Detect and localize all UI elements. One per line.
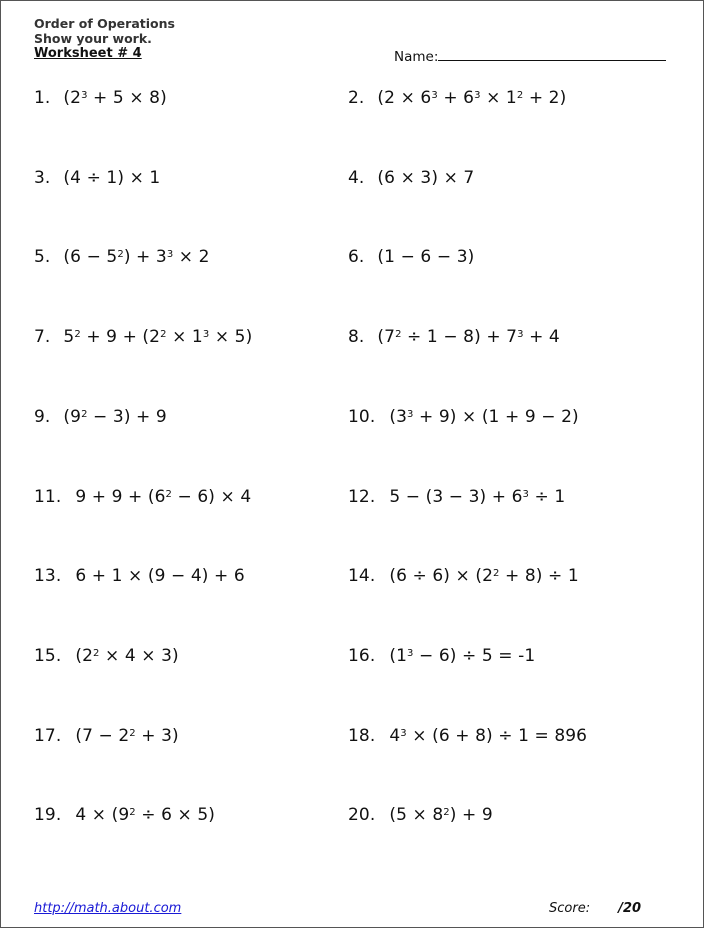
problem-4 bbox=[348, 168, 474, 188]
problem-expression: $9 + 9 + (6^2 - 6) \times 4$ bbox=[75, 487, 252, 507]
problem-number: 15. bbox=[34, 646, 62, 666]
problem-number: 16. bbox=[348, 646, 376, 666]
worksheet-title: Order of Operations bbox=[34, 16, 175, 31]
problem-expression: $(9^2 - 3) + 9$ bbox=[63, 407, 167, 427]
problem-number: 10. bbox=[348, 407, 376, 427]
problem-13 bbox=[34, 566, 245, 586]
problem-17 bbox=[34, 726, 179, 746]
problem-12 bbox=[348, 487, 565, 507]
problem-expression: $(2 \times 6^3 + 6^3 \times 1^2 + 2)$ bbox=[377, 88, 567, 108]
problem-19 bbox=[34, 805, 215, 825]
problem-8 bbox=[348, 327, 560, 347]
problem-expression: $4^3 \times (6 + 8) \div 1 = 896$ bbox=[389, 726, 588, 746]
problem-number: 19. bbox=[34, 805, 62, 825]
problem-2 bbox=[348, 88, 566, 108]
problem-20 bbox=[348, 805, 493, 825]
problem-15 bbox=[34, 646, 179, 666]
problem-6 bbox=[348, 247, 474, 267]
problem-number: 6. bbox=[348, 247, 365, 267]
problem-expression: $4 \times (9^2 \div 6 \times 5)$ bbox=[75, 805, 216, 825]
problem-10 bbox=[348, 407, 579, 427]
problem-expression: $(6 \div 6) \times (2^2 + 8) \div 1$ bbox=[389, 566, 579, 586]
problem-expression: $5^2 + 9 + (2^2 \times 1^3 \times 5)$ bbox=[63, 327, 253, 347]
problem-expression: $(2^3 + 5 \times 8)$ bbox=[63, 88, 167, 108]
problem-11 bbox=[34, 487, 251, 507]
problem-number: 1. bbox=[34, 88, 51, 108]
problem-expression: $(7 - 2^2 + 3)$ bbox=[75, 726, 179, 746]
score-total: /20 bbox=[618, 901, 642, 916]
problem-number: 17. bbox=[34, 726, 62, 746]
problem-number: 2. bbox=[348, 88, 365, 108]
problem-expression: $(6 - 5^2) + 3^3 \times 2$ bbox=[63, 247, 210, 267]
problem-expression: $(5 \times 8^2) + 9$ bbox=[389, 805, 493, 825]
name-field[interactable] bbox=[394, 47, 666, 65]
score-label: Score: bbox=[549, 901, 591, 916]
problem-number: 18. bbox=[348, 726, 376, 746]
problem-7 bbox=[34, 327, 252, 347]
worksheet-number: Worksheet # 4 bbox=[34, 46, 142, 61]
problem-number: 7. bbox=[34, 327, 51, 347]
problem-number: 9. bbox=[34, 407, 51, 427]
problem-number: 11. bbox=[34, 487, 62, 507]
score-area bbox=[549, 901, 641, 916]
problem-number: 3. bbox=[34, 168, 51, 188]
problem-number: 14. bbox=[348, 566, 376, 586]
problem-expression: $(2^2 \times 4 \times 3)$ bbox=[75, 646, 179, 666]
problem-16 bbox=[348, 646, 535, 666]
problem-number: 13. bbox=[34, 566, 62, 586]
problem-expression: (6 × 3) × 7 bbox=[377, 168, 475, 188]
problem-expression: 6 + 1 × (9 − 4) + 6 bbox=[75, 566, 245, 586]
problem-expression: (1 − 6 − 3) bbox=[377, 247, 475, 267]
problem-expression: (4 ÷ 1) × 1 bbox=[63, 168, 161, 188]
problem-1 bbox=[34, 88, 167, 108]
problem-number: 8. bbox=[348, 327, 365, 347]
problem-expression: $(7^2 \div 1 - 8) + 7^3 + 4$ bbox=[377, 327, 560, 347]
worksheet-instruction: Show your work. bbox=[34, 31, 152, 46]
problem-18 bbox=[348, 726, 587, 746]
name-label: Name: bbox=[394, 49, 439, 65]
problem-9 bbox=[34, 407, 167, 427]
name-blank-line[interactable] bbox=[438, 47, 666, 61]
problem-3 bbox=[34, 168, 160, 188]
worksheet-header bbox=[34, 16, 175, 61]
problem-5 bbox=[34, 247, 210, 267]
problem-number: 20. bbox=[348, 805, 376, 825]
problem-number: 4. bbox=[348, 168, 365, 188]
source-link[interactable]: http://math.about.com bbox=[34, 901, 182, 916]
problem-number: 12. bbox=[348, 487, 376, 507]
problem-expression: $5 - (3 - 3) + 6^3 \div 1$ bbox=[389, 487, 566, 507]
problem-14 bbox=[348, 566, 579, 586]
problem-number: 5. bbox=[34, 247, 51, 267]
problem-expression: $(1^3 - 6) \div 5 = -1$ bbox=[389, 646, 536, 666]
problem-expression: $(3^3 + 9) \times (1 + 9 - 2)$ bbox=[389, 407, 579, 427]
